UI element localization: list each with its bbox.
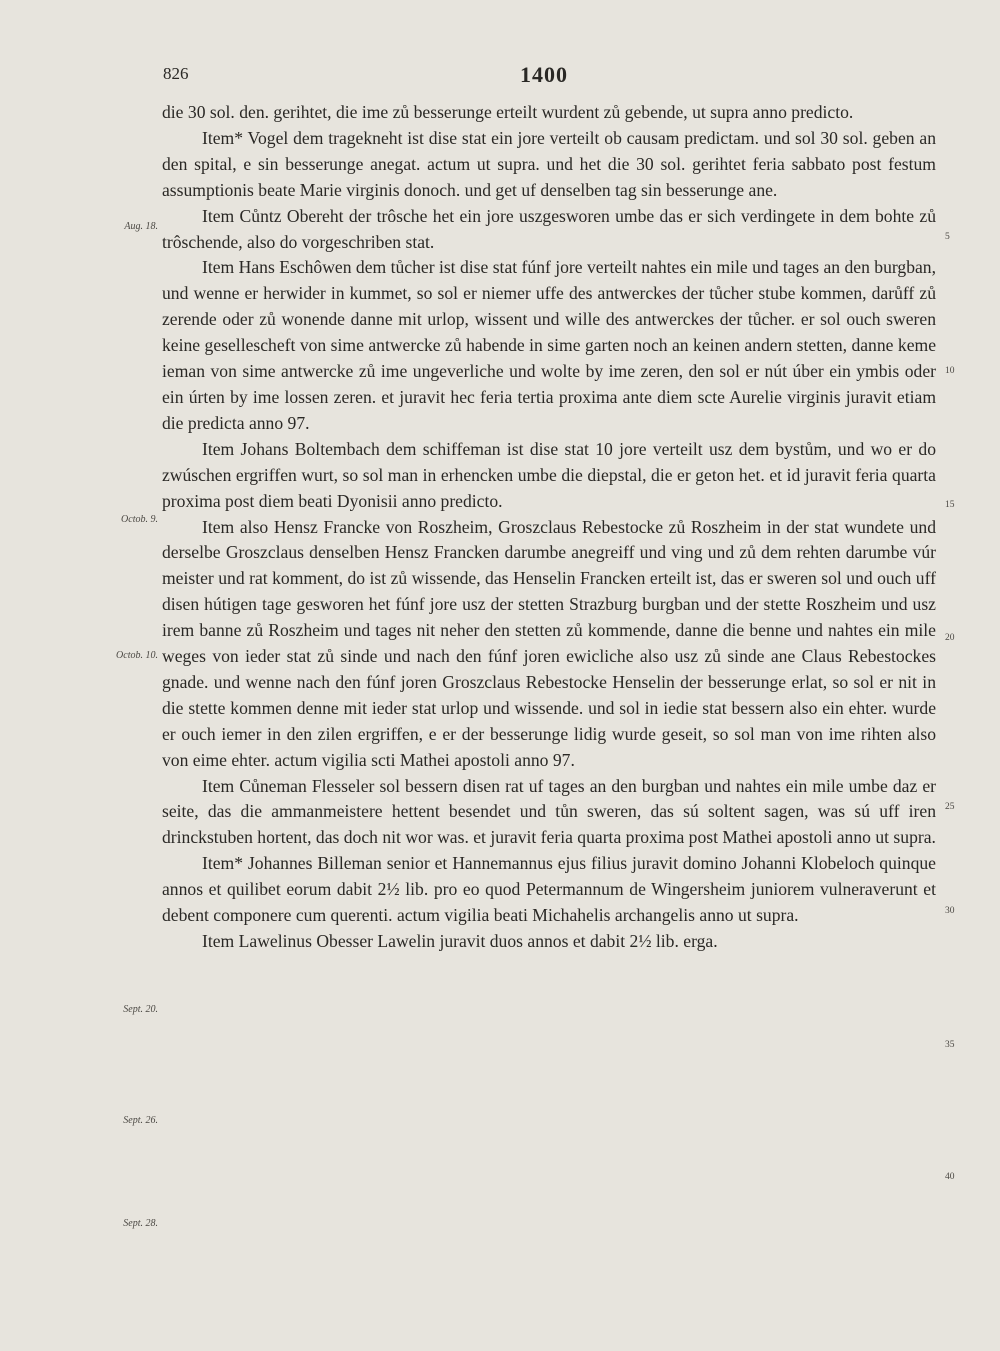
main-text bbox=[162, 100, 936, 955]
margin-date: Aug. 18. bbox=[124, 221, 158, 232]
paragraph: Item* Vogel dem tragekneht ist dise stat ein jore verteilt ob causam predictam. und sol 30 sol. geben an den spital, e sin besserunge anegat. actum ut supra. und het die 30 sol. gerihtet feria sabbato post festum assumptionis beate Marie virginis donoch. und get uf denselben tag sin besserunge ane. bbox=[162, 127, 936, 200]
paragraph: Item Lawelinus Obesser Lawelin juravit duos annos et dabit 2½ lib. erga. bbox=[202, 931, 718, 951]
line-number: 25 bbox=[945, 802, 955, 812]
paragraph: Item Cůneman Flesseler sol bessern disen rat uf tages an den burgban und nahtes ein mile umbe daz er seite, das die ammanmeistere hettent besendet und tůn sweren, das sú soltent sagen, was sú uff iren drinckstuben hortent, das doch nit wor was. et juravit feria quarta proxima post Mathei apostoli anno ut supra. bbox=[162, 775, 936, 848]
paragraph: Item Hans Eschôwen dem tůcher ist dise stat fúnf jore verteilt nahtes ein mile und tages an den burgban, und wenne er herwider in kummet, so sol er niemer uffe des antwerckes der tůcher stube kommen, darůff zů zerende oder zů wonende danne mit urlop, wissent und wille des antwerckes der tůcher. er sol ouch sweren keine gesellescheft von sime antwercke zů habende in sime garten noch an keinen andern stetten, danne keme ieman von sime antwercke zů ime ungeverliche und wolte by ime zeren, den sol er nút úber ein ymbis oder ein úrten by ime lossen zeren. et juravit hec feria tertia proxima ante diem scte Aurelie virginis juravit etiam die predicta anno 97. bbox=[162, 257, 937, 433]
paragraph: die 30 sol. den. gerihtet, die ime zů besserunge erteilt wurdent zů gebende, ut supra anno predicto. bbox=[162, 102, 854, 122]
margin-date: Sept. 20. bbox=[123, 1004, 158, 1015]
paragraph: Item also Hensz Francke von Roszheim, Groszclaus Rebestocke zů Roszheim in der stat wundete und derselbe Groszclaus denselben Hensz Francken darumbe anegreiff und ving und zů dem rehten darumbe vúr meister und rat komment, do ist zů wissende, das Henselin Francken erteilt ist, das er sweren sol und ouch uff disen hútigen tage gesworen het fúnf jore usz der stetten Strazburg burgban und der stette Roszheim und usz irem banne zů Roszheim und tages nit neher den stetten zů kommende, danne die benne und nahtes ein mile weges von ieder stat zů sinde und nach den fúnf joren ewicliche also usz zů sinde ane Claus Rebestockes gnade. und wenne nach den fúnf joren Groszclaus Rebestocke Henselin der besserunge erlat, so sol er nit in die stette kommen denne mit ieder stat urlop und wissende. und sol in iedie stat bessern also ein ehter. wurde er ouch iemer in den zilen ergriffen, e er der besserunge lidig wurde geseit, so sol man von ime rihten also von eime ehter. actum vigilia scti Mathei apostoli anno 97. bbox=[162, 516, 936, 770]
line-number: 5 bbox=[945, 232, 950, 242]
line-number: 10 bbox=[945, 366, 955, 376]
page-number: 826 bbox=[163, 64, 189, 83]
margin-date: Octob. 9. bbox=[121, 514, 158, 525]
line-number: 15 bbox=[945, 500, 955, 510]
margin-date: Sept. 26. bbox=[123, 1115, 158, 1126]
line-number: 20 bbox=[945, 633, 955, 643]
running-year: 1400 bbox=[520, 62, 568, 87]
margin-date: Sept. 28. bbox=[123, 1218, 158, 1229]
margin-date: Octob. 10. bbox=[116, 650, 158, 661]
paragraph: Item Johans Boltembach dem schiffeman ist dise stat 10 jore verteilt usz dem bystům, und wo er do zwúschen ergriffen wurt, so sol man in erhencken umbe die diepstal, die er geton het. et id juravit feria quarta proxima post diem beati Dyonisii anno predicto. bbox=[162, 438, 936, 511]
paragraph: Item Cůntz Obereht der trôsche het ein jore uszgesworen umbe das er sich verdingete in dem bohte zů trôschende, also do vorgeschriben stat. bbox=[162, 205, 936, 252]
page-header bbox=[0, 62, 1000, 92]
line-number: 40 bbox=[945, 1172, 955, 1182]
line-number: 35 bbox=[945, 1040, 955, 1050]
paragraph: Item* Johannes Billeman senior et Hannemannus ejus filius juravit domino Johanni Klobeloch quinque annos et quilibet eorum dabit 2½ lib. pro eo quod Petermannum de Wingersheim juniorem vulneraverunt et debent componere cum querenti. actum vigilia beati Michahelis archangelis anno ut supra. bbox=[162, 853, 936, 926]
line-number: 30 bbox=[945, 906, 955, 916]
